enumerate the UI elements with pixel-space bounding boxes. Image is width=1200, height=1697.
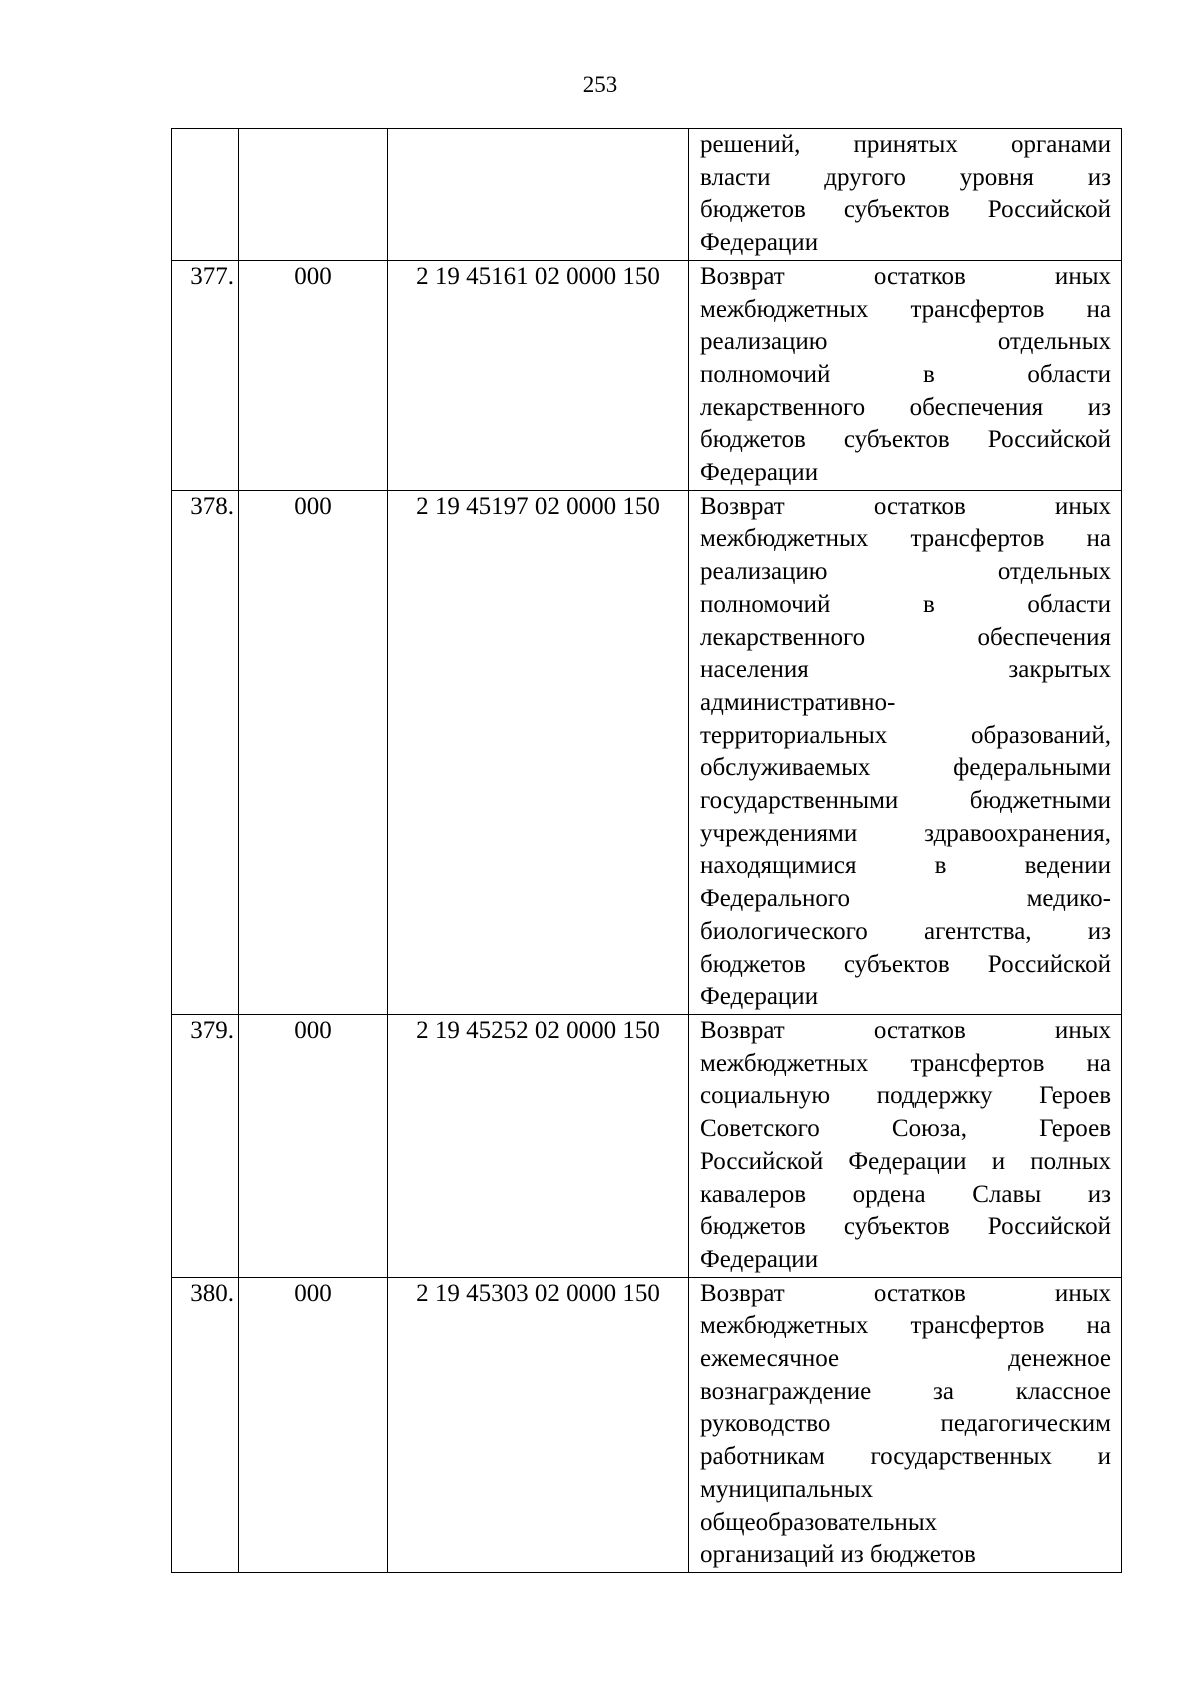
row-number-cell: 379. (172, 1014, 239, 1277)
budget-code-cell (388, 129, 689, 261)
description-line: Федерации (700, 1245, 819, 1273)
description-cell (689, 1014, 1122, 1277)
admin-code-cell: 000 (239, 1014, 388, 1277)
description-line: учреждениями здравоохранения, (700, 819, 1111, 847)
page-number: 253 (582, 72, 618, 97)
description-cell (689, 129, 1122, 261)
description-line: Российской Федерации и полных (700, 1147, 1111, 1175)
description-line: Возврат остатков иных (700, 492, 1111, 520)
admin-code-cell (239, 129, 388, 261)
description-cell (689, 260, 1122, 490)
row-number-cell (172, 129, 239, 261)
row-number-cell: 378. (172, 490, 239, 1014)
description-line: власти другого уровня из (700, 163, 1111, 191)
description-line: Федерации (700, 459, 819, 487)
table-row (172, 129, 1122, 261)
description-line: Федерации (700, 229, 819, 257)
description-line: обслуживаемых федеральными (700, 754, 1111, 782)
description-line: государственными бюджетными (700, 787, 1111, 815)
description-line: биологического агентства, из (700, 917, 1111, 945)
description-line: муниципальных (700, 1475, 874, 1503)
budget-code-cell: 2 19 45252 02 0000 150 (388, 1014, 689, 1277)
row-number-cell: 380. (172, 1277, 239, 1572)
table-row (172, 260, 1122, 490)
description-line: Федерации (700, 983, 819, 1011)
description-line: лекарственного обеспечения из (700, 393, 1111, 421)
description-line: общеобразовательных (700, 1508, 938, 1536)
description-line: решений, принятых органами (700, 131, 1111, 158)
table-row (172, 490, 1122, 1014)
description-cell (689, 490, 1122, 1014)
budget-code-cell: 2 19 45197 02 0000 150 (388, 490, 689, 1014)
description-line: межбюджетных трансфертов на (700, 295, 1111, 323)
description-line: реализацию отдельных (700, 328, 1111, 356)
admin-code-cell: 000 (239, 1277, 388, 1572)
description-line: межбюджетных трансфертов на (700, 1312, 1111, 1340)
budget-code-cell: 2 19 45161 02 0000 150 (388, 260, 689, 490)
description-line: руководство педагогическим (700, 1410, 1111, 1438)
description-line: бюджетов субъектов Российской (700, 1213, 1111, 1241)
description-line: организаций из бюджетов (700, 1541, 976, 1569)
description-line: бюджетов субъектов Российской (700, 950, 1111, 978)
description-line: Возврат остатков иных (700, 262, 1111, 290)
row-number-cell: 377. (172, 260, 239, 490)
description-line: бюджетов субъектов Российской (700, 426, 1111, 454)
description-cell (689, 1277, 1122, 1572)
description-line: ежемесячное денежное (700, 1345, 1111, 1373)
table-row (172, 1277, 1122, 1572)
description-line: вознаграждение за классное (700, 1377, 1111, 1405)
description-line: лекарственного обеспечения (700, 623, 1111, 651)
description-line: работникам государственных и (700, 1443, 1111, 1471)
description-line: Федерального медико- (700, 885, 1111, 913)
description-line: территориальных образований, (700, 721, 1111, 749)
admin-code-cell: 000 (239, 260, 388, 490)
description-line: бюджетов субъектов Российской (700, 196, 1111, 224)
table-row (172, 1014, 1122, 1277)
description-line: населения закрытых (700, 656, 1111, 684)
budget-code-cell: 2 19 45303 02 0000 150 (388, 1277, 689, 1572)
table-body (172, 129, 1122, 1573)
description-line: Возврат остатков иных (700, 1279, 1111, 1307)
description-line: административно- (700, 688, 896, 716)
description-line: Возврат остатков иных (700, 1016, 1111, 1044)
description-line: полномочий в области (700, 360, 1111, 388)
admin-code-cell: 000 (239, 490, 388, 1014)
description-line: социальную поддержку Героев (700, 1082, 1111, 1110)
budget-codes-table (171, 128, 1122, 1573)
description-line: полномочий в области (700, 590, 1111, 618)
description-line: кавалеров ордена Славы из (700, 1180, 1111, 1208)
description-line: межбюджетных трансфертов на (700, 525, 1111, 553)
description-line: Советского Союза, Героев (700, 1115, 1111, 1143)
description-line: межбюджетных трансфертов на (700, 1049, 1111, 1077)
description-line: находящимися в ведении (700, 852, 1111, 880)
description-line: реализацию отдельных (700, 558, 1111, 586)
